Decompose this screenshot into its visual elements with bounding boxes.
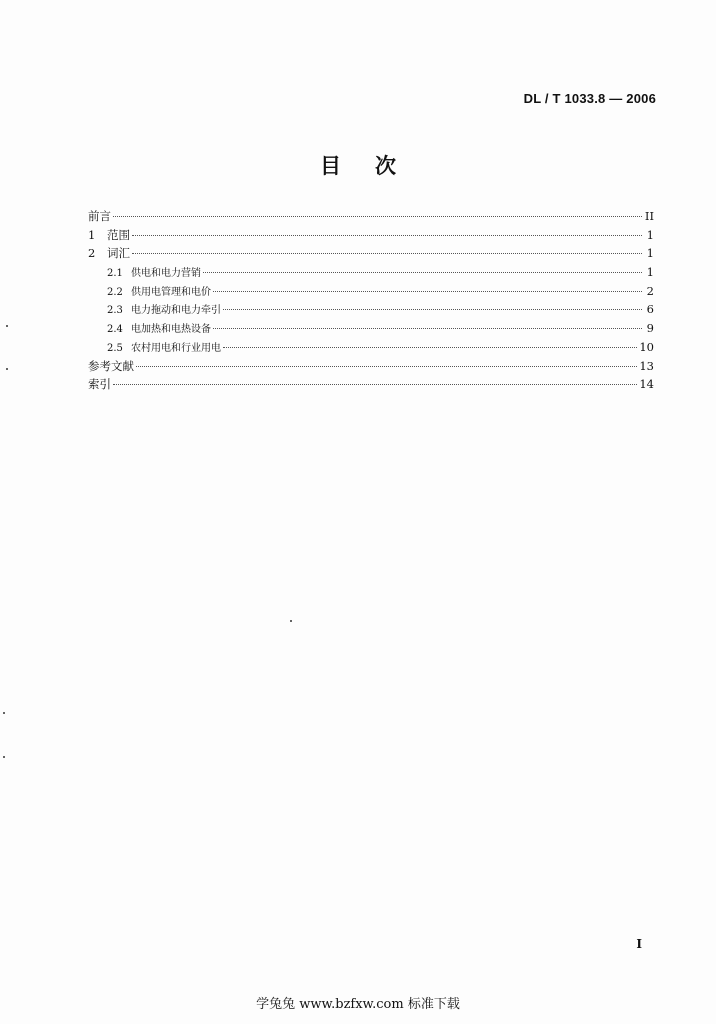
scan-speck (6, 368, 8, 370)
toc-entry-label: 供用电管理和电价 (131, 286, 211, 298)
page-number: I (636, 937, 642, 951)
toc-entry-label: 索引 (88, 377, 111, 392)
toc-entry-number: 2.5 (107, 342, 123, 354)
toc-entry-vocabulary[interactable] (88, 244, 654, 263)
toc-page-number: 1 (646, 227, 654, 242)
toc-entry-number: 1 (88, 227, 96, 242)
title-char-1: 目 (320, 153, 341, 178)
toc-leader (113, 384, 637, 385)
toc-entry-number: 2.3 (107, 305, 123, 317)
table-of-contents (88, 207, 654, 394)
toc-page-number: 13 (639, 358, 654, 373)
scan-speck (6, 325, 8, 327)
scan-speck (290, 620, 292, 622)
toc-leader (223, 309, 642, 310)
toc-page-number: 14 (639, 377, 654, 392)
toc-entry-label: 电力拖动和电力牵引 (131, 305, 221, 317)
toc-entry-label: 农村用电和行业用电 (131, 342, 221, 354)
watermark-footer: 学兔兔 www.bzfxw.com 标准下载 (256, 997, 460, 1012)
toc-entry-2-2[interactable] (88, 282, 654, 301)
toc-entry-number: 2 (88, 246, 96, 261)
toc-entry-number: 2.1 (107, 268, 123, 280)
toc-entry-label: 电加热和电热设备 (131, 324, 211, 336)
toc-leader (213, 291, 642, 292)
toc-page-number: 1 (646, 265, 654, 280)
toc-leader (136, 366, 637, 367)
toc-entry-label: 前言 (88, 209, 111, 223)
toc-entry-references[interactable] (88, 357, 654, 376)
toc-entry-number: 2.2 (107, 286, 123, 298)
toc-page-number: 10 (639, 339, 654, 354)
toc-leader (132, 253, 642, 254)
toc-page-number: 1 (646, 246, 654, 261)
toc-page-number: 9 (646, 321, 654, 336)
toc-entry-2-3[interactable] (88, 300, 654, 319)
toc-entry-index[interactable] (88, 375, 654, 394)
page-title (0, 150, 716, 180)
scan-speck (3, 756, 5, 758)
toc-page-number: 6 (646, 302, 654, 317)
toc-entry-label: 范围 (107, 227, 130, 242)
toc-entry-2-4[interactable] (88, 319, 654, 338)
toc-leader (223, 347, 637, 348)
toc-leader (203, 272, 642, 273)
toc-entry-scope[interactable] (88, 226, 654, 245)
toc-entry-label: 供电和电力营销 (131, 268, 201, 280)
scan-speck (3, 712, 5, 714)
toc-page-number: 2 (646, 283, 654, 298)
toc-leader (113, 216, 642, 217)
title-char-2: 次 (375, 153, 396, 178)
toc-entry-label: 词汇 (107, 246, 130, 261)
toc-entry-label: 参考文献 (88, 358, 134, 373)
toc-leader (132, 235, 642, 236)
toc-entry-number: 2.4 (107, 324, 123, 336)
toc-entry-2-5[interactable] (88, 338, 654, 357)
toc-leader (213, 328, 642, 329)
toc-entry-2-1[interactable] (88, 263, 654, 282)
toc-page-number: II (644, 209, 654, 223)
toc-entry-foreword[interactable] (88, 207, 654, 226)
standard-code: DL / T 1033.8 — 2006 (523, 91, 656, 106)
